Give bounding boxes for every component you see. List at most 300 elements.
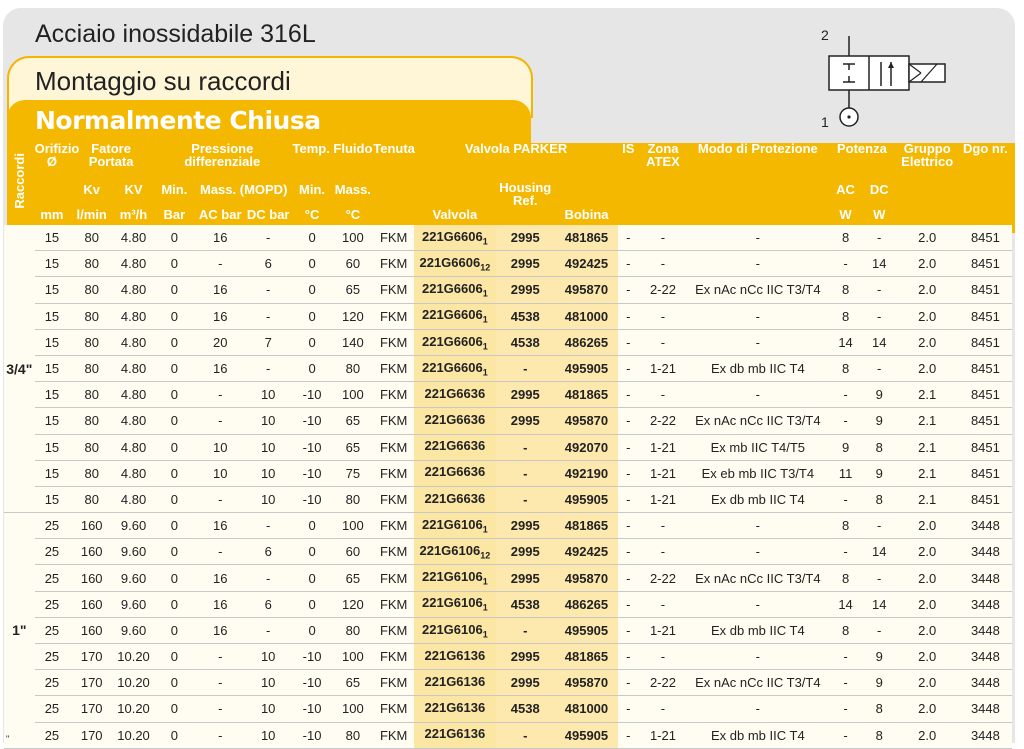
cell-tmax: 65 [332,408,373,434]
cell-modo: - [687,591,828,617]
cell-is: - [618,460,638,486]
modo-header: Modo di Protezione [697,141,818,156]
cell-tmin: 0 [292,251,333,277]
cell-zona: - [639,251,688,277]
cell-zona: 2-22 [639,670,688,696]
cell-ac: - [196,382,245,408]
tmin-header: Min. [299,182,326,197]
cell-min: 0 [153,303,196,329]
cell-kv2: 10.20 [114,670,153,696]
cell-tmax: 100 [332,696,373,722]
valvola-header: Valvola [432,207,478,222]
cell-pac: 8 [828,225,863,251]
cell-tmax: 140 [332,329,373,355]
cell-is: - [618,329,638,355]
cell-hou: 2995 [496,565,555,591]
unit-dcbar: DC bar [246,207,290,222]
cell-ten: FKM [373,355,414,381]
cell-dgo: 3448 [959,696,1012,722]
cell-ac: 20 [196,329,245,355]
kv1-header: Kv [83,182,101,197]
housing-header: Housing Ref. [499,180,552,208]
cell-tmin: 0 [292,591,333,617]
table-row [4,460,1012,486]
cell-kv2: 10.20 [114,644,153,670]
cell-kv2: 4.80 [114,303,153,329]
cell-ten: FKM [373,434,414,460]
cell-pac: 14 [828,329,863,355]
mounting-title: Montaggio su raccordi [35,66,291,96]
raccordi-header: Raccordi [11,152,27,209]
cell-modo: - [687,539,828,565]
cell-orif: 15 [35,277,70,303]
cell-hou: 4538 [496,696,555,722]
cell-modo: Ex db mb IIC T4 [687,486,828,512]
cell-zona: - [639,303,688,329]
cell-bob: 481000 [555,696,618,722]
cell-hou: 4538 [496,329,555,355]
cell-kv2: 4.80 [114,382,153,408]
cell-dgo: 8451 [959,408,1012,434]
cell-dgo: 8451 [959,355,1012,381]
cell-ten: FKM [373,565,414,591]
cell-tmin: -10 [292,434,333,460]
cell-kv2: 4.80 [114,460,153,486]
cell-dgo: 3448 [959,722,1012,748]
cell-pdc: 8 [863,434,896,460]
cell-tmax: 100 [332,644,373,670]
cell-modo: Ex db mb IIC T4 [687,355,828,381]
cell-gr: 2.0 [896,722,959,748]
cell-valv: 221G6636 [414,382,496,408]
unit-lmin: l/min [76,207,107,222]
table-row [4,329,1012,355]
cell-tmin: 0 [292,565,333,591]
cell-kv1: 80 [69,225,114,251]
cell-modo: Ex nAc nCc IIC T3/T4 [687,408,828,434]
cell-ten: FKM [373,277,414,303]
cell-bob: 495870 [555,565,618,591]
cell-modo: Ex db mb IIC T4 [687,722,828,748]
cell-tmax: 100 [332,513,373,539]
cell-gr: 2.1 [896,486,959,512]
cell-pac: 8 [828,513,863,539]
cell-hou: 2995 [496,225,555,251]
material-title: Acciaio inossidabile 316L [35,20,316,48]
cell-min: 0 [153,539,196,565]
cell-dgo: 8451 [959,329,1012,355]
cell-pac: - [828,722,863,748]
cell-hou: 4538 [496,303,555,329]
cell-kv1: 160 [69,539,114,565]
cell-tmin: 0 [292,617,333,643]
cell-tmax: 65 [332,670,373,696]
cell-ac: 16 [196,565,245,591]
cell-modo: Ex db mb IIC T4 [687,617,828,643]
cell-valv: $221G6606_1$ [414,225,496,251]
cell-pdc: - [863,303,896,329]
raccordi-group-label: 3/4" [4,225,35,513]
cell-hou: 2995 [496,513,555,539]
cell-zona: 1-21 [639,460,688,486]
cell-pac: 8 [828,303,863,329]
cell-tmin: -10 [292,382,333,408]
cell-dc: 10 [245,408,292,434]
cell-pdc: 8 [863,722,896,748]
cell-pac: 11 [828,460,863,486]
cell-valv: $221G6606_1$ [414,355,496,381]
cell-gr: 2.0 [896,355,959,381]
cell-ten: FKM [373,486,414,512]
cell-hou: 2995 [496,644,555,670]
cell-dc: - [245,355,292,381]
cell-pdc: 8 [863,696,896,722]
cell-is: - [618,696,638,722]
cell-is: - [618,382,638,408]
dgo-header: Dgo nr. [963,141,1008,156]
cell-dc: - [245,513,292,539]
cell-tmax: 60 [332,251,373,277]
cell-gr: 2.0 [896,277,959,303]
table-row [4,355,1012,381]
cell-dgo: 3448 [959,513,1012,539]
cell-pdc: - [863,225,896,251]
cell-ten: FKM [373,670,414,696]
cell-zona: - [639,329,688,355]
cell-zona: 1-21 [639,434,688,460]
cell-hou: - [496,486,555,512]
cell-orif: 25 [35,644,70,670]
temp-header: Temp. Fluido [292,141,373,156]
cell-gr: 2.0 [896,617,959,643]
cell-modo: Ex mb IIC T4/T5 [687,434,828,460]
cell-hou: 2995 [496,408,555,434]
cell-min: 0 [153,644,196,670]
cell-tmax: 65 [332,277,373,303]
cell-ten: FKM [373,644,414,670]
valvola-parker-header: Valvola PARKER [464,141,568,156]
table-row [4,251,1012,277]
cell-hou: - [496,460,555,486]
cell-min: 0 [153,722,196,748]
cell-valv: $221G6106_1$ [414,513,496,539]
cell-kv1: 160 [69,591,114,617]
cell-hou: - [496,722,555,748]
cell-kv2: 9.60 [114,513,153,539]
cell-dgo: 8451 [959,434,1012,460]
cell-is: - [618,617,638,643]
cell-kv2: 9.60 [114,591,153,617]
cell-gr: 2.0 [896,303,959,329]
bobina-header: Bobina [564,207,609,222]
zona-header: Zona ATEX [646,141,680,169]
pac-header: AC [836,182,855,197]
cell-bob: 495870 [555,277,618,303]
cell-bob: 481865 [555,225,618,251]
cell-gr: 2.1 [896,434,959,460]
cell-valv: 221G6136 [414,670,496,696]
cell-bob: 495905 [555,722,618,748]
cell-orif: 15 [35,408,70,434]
cell-kv2: 9.60 [114,565,153,591]
table-row [4,303,1012,329]
cell-pdc: 14 [863,251,896,277]
cell-pdc: - [863,355,896,381]
cell-is: - [618,355,638,381]
cell-min: 0 [153,251,196,277]
cell-dc: 10 [245,722,292,748]
cell-kv1: 80 [69,329,114,355]
cell-min: 0 [153,277,196,303]
cell-is: - [618,591,638,617]
cell-dc: - [245,617,292,643]
pdc-header: DC [869,182,889,197]
table-row [4,722,1012,748]
cell-gr: 2.0 [896,539,959,565]
cell-is: - [618,251,638,277]
cell-is: - [618,408,638,434]
cell-orif: 15 [35,251,70,277]
orifizio-header: Orifizio Ø [34,141,80,169]
cell-ten: FKM [373,513,414,539]
unit-w-ac: W [839,207,852,222]
cell-kv1: 80 [69,251,114,277]
cell-gr: 2.0 [896,644,959,670]
cell-pdc: 9 [863,460,896,486]
cell-orif: 25 [35,539,70,565]
cell-min: 0 [153,565,196,591]
cell-pac: - [828,670,863,696]
cell-dc: 6 [245,251,292,277]
cell-pac: - [828,251,863,277]
cell-hou: - [496,617,555,643]
cell-tmin: -10 [292,696,333,722]
cell-bob: 486265 [555,329,618,355]
cell-zona: 2-22 [639,565,688,591]
cell-kv1: 80 [69,382,114,408]
cell-valv: $221G6606_{12}$ [414,251,496,277]
table-row [4,539,1012,565]
table-row [4,617,1012,643]
cell-dgo: 3448 [959,565,1012,591]
cell-gr: 2.0 [896,513,959,539]
cell-pac: 8 [828,565,863,591]
cell-gr: 2.0 [896,591,959,617]
cell-ten: FKM [373,591,414,617]
cell-zona: 1-21 [639,355,688,381]
cell-ac: - [196,408,245,434]
cell-kv1: 80 [69,460,114,486]
cell-valv: 221G6136 [414,696,496,722]
valve-table-body [4,225,1012,748]
cell-dgo: 8451 [959,382,1012,408]
gruppo-header: Gruppo Elettrico [901,141,954,169]
cell-tmax: 120 [332,591,373,617]
cell-min: 0 [153,513,196,539]
cell-bob: 486265 [555,591,618,617]
cell-pdc: 9 [863,382,896,408]
cell-ac: 16 [196,591,245,617]
cell-gr: 2.0 [896,329,959,355]
cell-kv1: 80 [69,434,114,460]
cell-is: - [618,565,638,591]
cell-bob: 492425 [555,539,618,565]
cell-gr: 2.1 [896,382,959,408]
cell-gr: 2.0 [896,251,959,277]
cell-hou: - [496,355,555,381]
cell-kv1: 170 [69,722,114,748]
cell-valv: 221G6636 [414,460,496,486]
cell-pac: 8 [828,277,863,303]
cell-tmax: 80 [332,486,373,512]
cell-min: 0 [153,355,196,381]
cell-ten: FKM [373,225,414,251]
cell-gr: 2.0 [896,225,959,251]
cell-dgo: 3448 [959,644,1012,670]
cell-ten: FKM [373,382,414,408]
cell-orif: 15 [35,355,70,381]
cell-ten: FKM [373,303,414,329]
cell-kv1: 170 [69,644,114,670]
cell-kv2: 4.80 [114,486,153,512]
table-row [4,670,1012,696]
valve-symbol-icon [813,26,963,136]
cell-ac: 16 [196,355,245,381]
cell-valv: $221G6606_1$ [414,329,496,355]
cell-tmin: 0 [292,225,333,251]
cell-min: 0 [153,670,196,696]
cell-kv1: 80 [69,486,114,512]
cell-min: 0 [153,591,196,617]
tenuta-header: Tenuta [373,141,415,156]
cell-dgo: 8451 [959,225,1012,251]
cell-tmax: 100 [332,382,373,408]
pmin-header: Min. [161,182,188,197]
cell-pac: - [828,696,863,722]
cell-orif: 25 [35,565,70,591]
cell-tmax: 80 [332,355,373,381]
cell-tmin: 0 [292,303,333,329]
cell-gr: 2.1 [896,408,959,434]
cell-tmin: -10 [292,644,333,670]
cell-pac: 8 [828,617,863,643]
cell-kv2: 10.20 [114,722,153,748]
cell-ac: - [196,539,245,565]
cell-ac: - [196,486,245,512]
cell-is: - [618,644,638,670]
cell-ten: FKM [373,696,414,722]
cell-kv1: 170 [69,696,114,722]
cell-modo: Ex nAc nCc IIC T3/T4 [687,565,828,591]
cell-modo: - [687,696,828,722]
cell-is: - [618,513,638,539]
cell-valv: $221G6106_{12}$ [414,539,496,565]
type-title: Normalmente Chiusa [35,106,321,135]
table-row [4,434,1012,460]
table-row [4,644,1012,670]
cell-ac: 16 [196,303,245,329]
cell-tmin: 0 [292,539,333,565]
cell-modo: Ex eb mb IIC T3/T4 [687,460,828,486]
cell-modo: - [687,225,828,251]
cell-dgo: 8451 [959,486,1012,512]
cell-dc: 10 [245,670,292,696]
cell-valv: $221G6606_1$ [414,277,496,303]
cell-pac: - [828,382,863,408]
raccordi-group-label: 1" [4,513,35,749]
potenza-header: Potenza [836,141,887,156]
pressione-header: Pressione differenziale [184,141,261,169]
is-header: IS [622,141,635,156]
cell-pdc: 8 [863,486,896,512]
cell-modo: - [687,382,828,408]
cell-ten: FKM [373,329,414,355]
cell-pdc: 14 [863,539,896,565]
cell-kv2: 4.80 [114,251,153,277]
cell-tmax: 65 [332,434,373,460]
cell-zona: - [639,696,688,722]
cell-kv2: 4.80 [114,329,153,355]
cell-is: - [618,303,638,329]
cell-kv1: 80 [69,303,114,329]
cell-pac: 8 [828,355,863,381]
cell-min: 0 [153,329,196,355]
cell-is: - [618,277,638,303]
cell-pdc: 14 [863,329,896,355]
cell-hou: - [496,434,555,460]
cell-min: 0 [153,617,196,643]
cell-dgo: 3448 [959,539,1012,565]
table-row [4,277,1012,303]
cell-is: - [618,225,638,251]
cell-dgo: 8451 [959,303,1012,329]
cell-min: 0 [153,434,196,460]
unit-mm: mm [40,207,64,222]
cell-bob: 481865 [555,513,618,539]
cell-is: - [618,486,638,512]
cell-ac: - [196,670,245,696]
cell-ac: 16 [196,225,245,251]
cell-tmin: 0 [292,277,333,303]
cell-ac: - [196,251,245,277]
cell-dc: 10 [245,434,292,460]
cell-is: - [618,722,638,748]
cell-modo: - [687,303,828,329]
cell-orif: 25 [35,670,70,696]
cell-is: - [618,670,638,696]
cell-hou: 2995 [496,277,555,303]
cell-zona: - [639,513,688,539]
cell-pac: - [828,644,863,670]
cell-hou: 2995 [496,670,555,696]
cell-orif: 25 [35,591,70,617]
unit-bar: Bar [163,207,186,222]
cell-tmax: 65 [332,565,373,591]
cell-hou: 2995 [496,539,555,565]
cell-bob: 481000 [555,303,618,329]
cell-dc: 6 [245,591,292,617]
cell-dgo: 8451 [959,251,1012,277]
cell-pac: - [828,408,863,434]
cell-gr: 2.0 [896,696,959,722]
cell-dgo: 8451 [959,460,1012,486]
cell-valv: 221G6136 [414,722,496,748]
cell-kv1: 80 [69,277,114,303]
cell-valv: 221G6136 [414,644,496,670]
cell-gr: 2.1 [896,460,959,486]
cell-min: 0 [153,225,196,251]
cell-kv1: 170 [69,670,114,696]
